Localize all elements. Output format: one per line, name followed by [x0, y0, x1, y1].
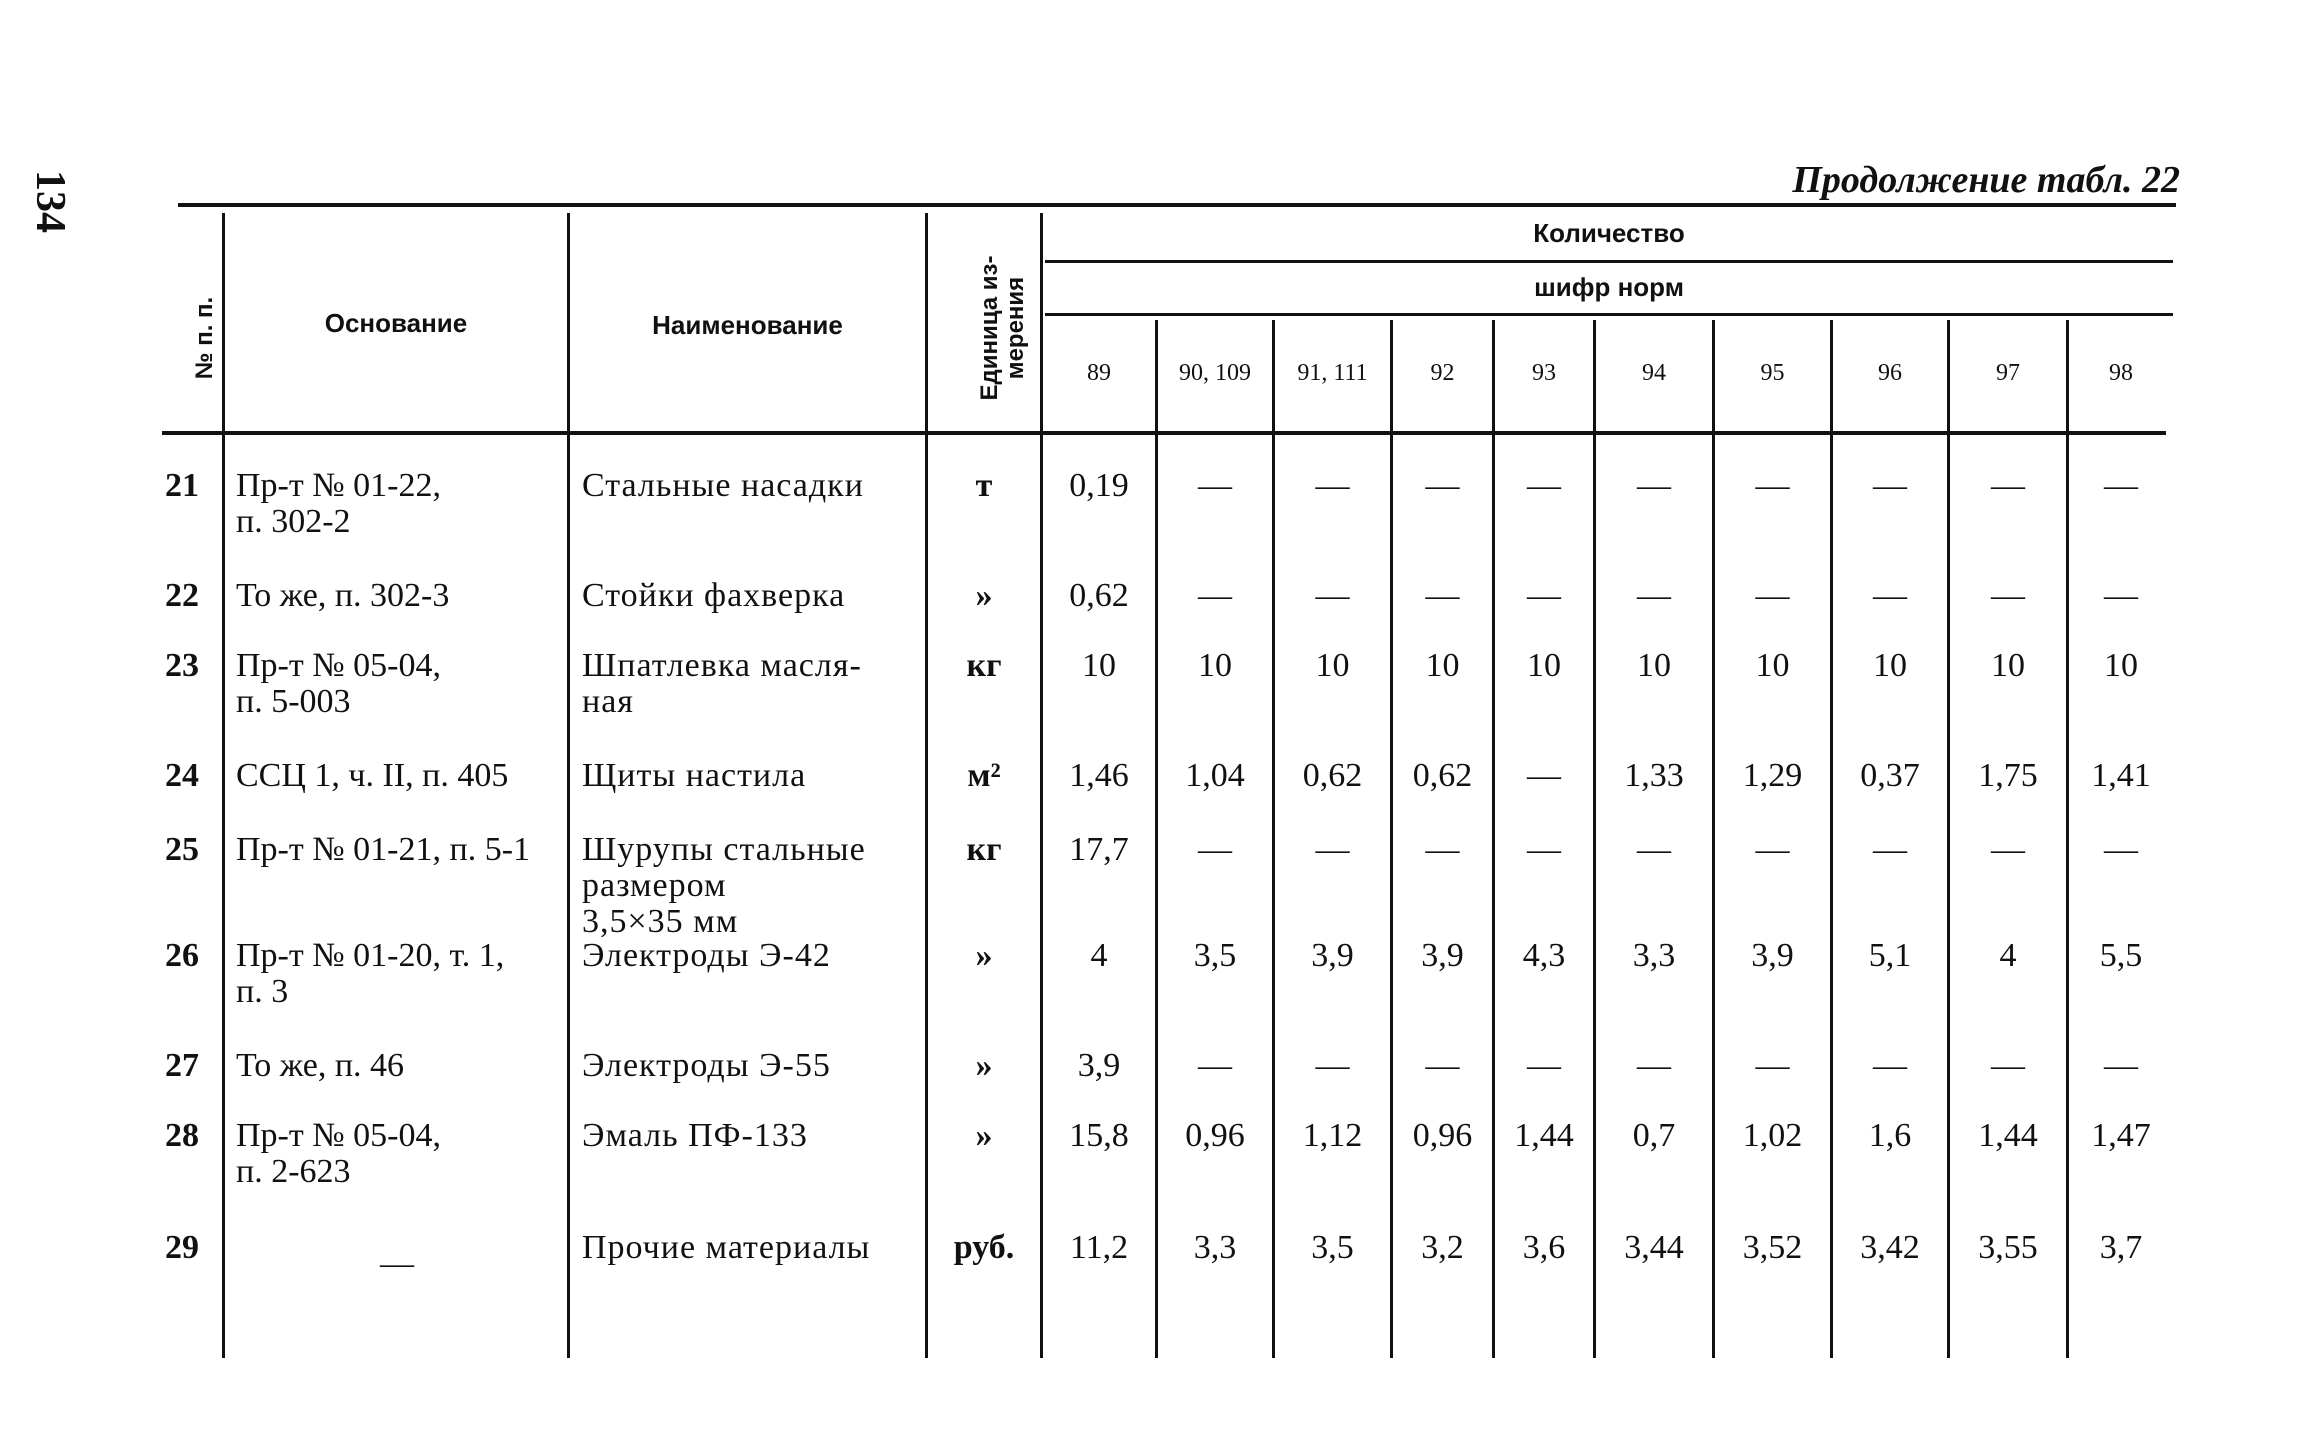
row-value: — [1425, 1047, 1460, 1084]
row-value: 0,62 [1412, 757, 1473, 794]
row-value: 1,75 [1978, 757, 2038, 794]
row-value: — [1425, 577, 1460, 614]
row-value: 4,3 [1522, 937, 1566, 974]
row-value: 3,9 [1077, 1047, 1121, 1084]
row-value: 3,3 [1632, 937, 1676, 974]
row-value: 10 [1082, 647, 1116, 684]
row-value: 15,8 [1069, 1117, 1129, 1154]
row-value: — [2104, 1047, 2138, 1084]
row-value: — [2104, 577, 2138, 614]
row-value: 1,04 [1185, 757, 1245, 794]
row-value: 3,9 [1751, 937, 1794, 974]
row-value: 3,55 [1978, 1229, 2038, 1266]
row-value: 0,96 [1412, 1117, 1473, 1154]
row-value: — [1425, 467, 1460, 504]
row-number: 29 [165, 1229, 199, 1266]
header-code-3: 92 [1430, 360, 1455, 386]
row-name: Шурупы стальные размером 3,5×35 мм [582, 831, 866, 940]
header-code-2: 91, 111 [1297, 360, 1368, 386]
row-value: 10 [1425, 647, 1460, 684]
row-value: 1,33 [1624, 757, 1684, 794]
row-basis: Пр-т № 05-04, п. 2-623 [236, 1117, 441, 1190]
row-value: — [1198, 831, 1232, 868]
top-rule [178, 203, 2176, 207]
row-basis: Пр-т № 01-20, т. 1, п. 3 [236, 937, 505, 1010]
row-name: Стойки фахверка [582, 577, 846, 614]
row-value: 0,37 [1860, 757, 1920, 794]
row-value: — [1425, 831, 1460, 868]
column-divider [567, 213, 570, 1358]
row-value: 10 [1637, 647, 1671, 684]
header-code-1: 90, 109 [1179, 360, 1251, 386]
code-rule [1045, 313, 2173, 316]
row-name: Электроды Э-55 [582, 1047, 831, 1084]
row-value: 3,44 [1624, 1229, 1684, 1266]
row-value: — [1755, 577, 1790, 614]
row-value: — [2104, 831, 2138, 868]
header-code-5: 94 [1642, 360, 1666, 386]
row-value: — [1527, 1047, 1561, 1084]
row-number: 28 [165, 1117, 199, 1154]
row-value: 1,46 [1069, 757, 1129, 794]
header-code-8: 97 [1996, 360, 2020, 386]
row-value: — [1315, 1047, 1350, 1084]
row-value: 1,02 [1742, 1117, 1803, 1154]
row-value: — [1873, 467, 1907, 504]
row-name: Стальные насадки [582, 467, 864, 504]
row-number: 22 [165, 577, 199, 614]
row-value: 0,62 [1302, 757, 1363, 794]
row-value: 4 [1090, 937, 1108, 974]
row-value: 10 [1873, 647, 1907, 684]
header-code-6: 95 [1760, 360, 1785, 386]
row-value: 4 [1999, 937, 2017, 974]
row-value: — [1637, 577, 1671, 614]
row-unit: » [975, 937, 993, 974]
header-code: шифр норм [1534, 272, 1684, 302]
row-value: — [2104, 467, 2138, 504]
row-value: — [1527, 467, 1561, 504]
row-value: 10 [1198, 647, 1232, 684]
row-value: — [1527, 757, 1561, 794]
row-value: 5,5 [2099, 937, 2143, 974]
row-number: 21 [165, 467, 199, 504]
row-basis: Пр-т № 01-21, п. 5-1 [236, 831, 531, 868]
row-value: 3,6 [1522, 1229, 1566, 1266]
row-basis: То же, п. 302-3 [236, 577, 450, 614]
row-number: 24 [165, 757, 199, 794]
row-value: — [1755, 831, 1790, 868]
row-unit: » [975, 577, 993, 614]
row-value: 17,7 [1069, 831, 1129, 868]
row-unit: кг [966, 831, 1002, 868]
row-value: 1,12 [1302, 1117, 1363, 1154]
row-name: Прочие материалы [582, 1229, 871, 1266]
header-code-0: 89 [1087, 360, 1111, 386]
row-value: 3,5 [1311, 1229, 1354, 1266]
quantity-rule [1045, 260, 2173, 263]
row-value: — [1637, 467, 1671, 504]
row-value: 1,41 [2091, 757, 2151, 794]
row-value: — [1198, 577, 1232, 614]
row-number: 27 [165, 1047, 199, 1084]
row-value: — [1527, 577, 1561, 614]
row-basis: То же, п. 46 [236, 1047, 405, 1084]
row-value: 1,47 [2091, 1117, 2151, 1154]
row-number: 25 [165, 831, 199, 868]
row-value: 0,19 [1069, 467, 1129, 504]
row-value: 10 [1755, 647, 1790, 684]
row-value: — [1198, 467, 1232, 504]
row-value: 11,2 [1069, 1229, 1129, 1266]
row-value: 10 [2104, 647, 2138, 684]
row-value: 5,1 [1868, 937, 1912, 974]
header-quantity: Количество [1533, 218, 1685, 248]
row-value: 1,6 [1868, 1117, 1912, 1154]
row-unit: м² [967, 757, 1001, 794]
row-value: — [1755, 1047, 1790, 1084]
page-number: 134 [27, 170, 73, 233]
row-unit: » [975, 1117, 993, 1154]
row-value: — [1755, 467, 1790, 504]
row-name: Шпатлевка масля- ная [582, 647, 862, 720]
row-value: 3,5 [1193, 937, 1237, 974]
row-value: 10 [1991, 647, 2025, 684]
row-value: — [1991, 577, 2025, 614]
row-value: — [1637, 1047, 1671, 1084]
row-name: Электроды Э-42 [582, 937, 831, 974]
column-divider [222, 213, 225, 1358]
row-value: 3,9 [1311, 937, 1354, 974]
row-basis: — [380, 1245, 414, 1282]
row-value: 0,96 [1185, 1117, 1245, 1154]
row-value: — [1315, 577, 1350, 614]
row-basis: Пр-т № 01-22, п. 302-2 [236, 467, 441, 540]
header-basis: Основание [324, 308, 468, 338]
header-code-7: 96 [1878, 360, 1902, 386]
row-value: 10 [1315, 647, 1350, 684]
row-value: 3,7 [2099, 1229, 2143, 1266]
row-value: 1,44 [1978, 1117, 2038, 1154]
row-basis: Пр-т № 05-04, п. 5-003 [236, 647, 441, 720]
row-value: — [1991, 1047, 2025, 1084]
header-code-4: 93 [1532, 360, 1556, 386]
row-unit: т [975, 467, 993, 504]
row-unit: » [975, 1047, 993, 1084]
row-value: — [1873, 577, 1907, 614]
row-value: — [1315, 831, 1350, 868]
row-value: — [1198, 1047, 1232, 1084]
row-basis: ССЦ 1, ч. II, п. 405 [236, 757, 509, 794]
header-name: Наименование [652, 310, 843, 340]
row-value: — [1637, 831, 1671, 868]
row-value: — [1991, 831, 2025, 868]
header-code-9: 98 [2109, 360, 2133, 386]
row-value: — [1527, 831, 1561, 868]
row-name: Щиты настила [582, 757, 807, 794]
header-bottom-rule [162, 431, 2166, 435]
row-value: 1,44 [1514, 1117, 1574, 1154]
row-value: 0,7 [1632, 1117, 1676, 1154]
row-value: 3,2 [1421, 1229, 1464, 1266]
row-number: 26 [165, 937, 199, 974]
row-value: 3,52 [1742, 1229, 1803, 1266]
header-num: № п. п. [191, 296, 218, 380]
row-value: — [1991, 467, 2025, 504]
row-value: 1,29 [1742, 757, 1803, 794]
row-value: 3,9 [1421, 937, 1464, 974]
row-number: 23 [165, 647, 199, 684]
table-caption: Продолжение табл. 22 [1792, 159, 2180, 201]
row-value: 3,3 [1193, 1229, 1237, 1266]
header-unit: Единица из- мерения [976, 255, 1029, 401]
row-value: — [1873, 831, 1907, 868]
row-unit: кг [966, 647, 1002, 684]
row-value: — [1873, 1047, 1907, 1084]
row-value: 10 [1527, 647, 1561, 684]
row-value: — [1315, 467, 1350, 504]
row-unit: руб. [953, 1229, 1015, 1266]
row-name: Эмаль ПФ-133 [582, 1117, 808, 1154]
row-value: 3,42 [1860, 1229, 1920, 1266]
row-value: 0,62 [1069, 577, 1129, 614]
